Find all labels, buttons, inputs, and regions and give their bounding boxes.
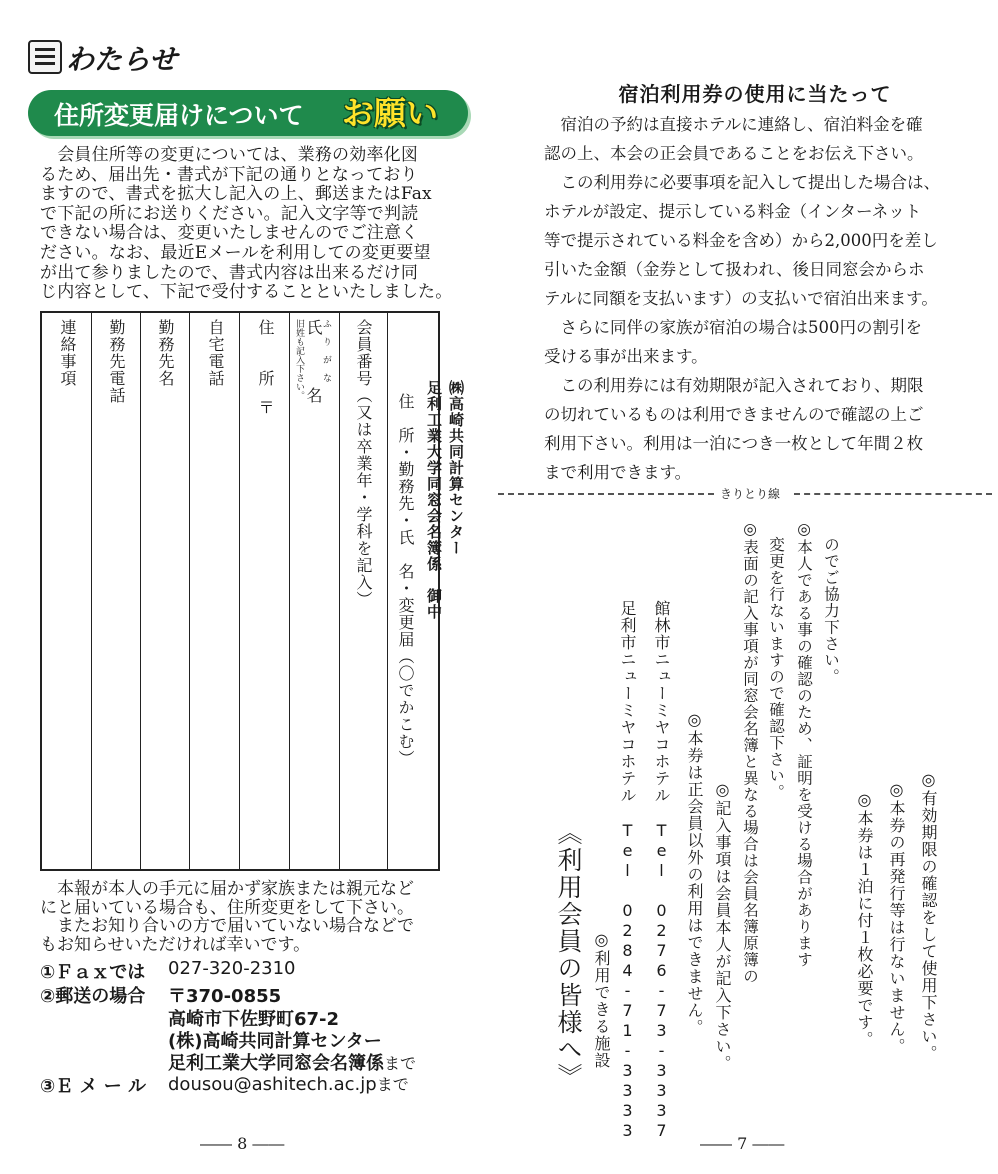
ticket-note: ◎有効期限の確認をして使用下さい。 bbox=[919, 770, 938, 1062]
ticket-note: ◎本券は正会員以外の利用はできません。 bbox=[685, 710, 704, 1036]
intro-line: じ内容として、下記で受付することといたしました。 bbox=[40, 282, 453, 303]
ticket-note: ◎本券は１泊に付１枚必要です。 bbox=[855, 790, 874, 1048]
intro-line: が出て参りましたので、書式内容は出来るだけ同 bbox=[40, 262, 419, 283]
form-divider bbox=[189, 313, 190, 869]
body-line: 等で提示されている料金を含め）から2,000円を差し bbox=[544, 231, 938, 250]
page-number-left: ―― 8 ―― bbox=[200, 1134, 285, 1153]
postal-mark: 〒 bbox=[256, 399, 275, 416]
followup-paragraph bbox=[40, 880, 464, 954]
facility-2: 館林市ニューミヤコホテル Tel 0276-73-3337 bbox=[652, 600, 671, 1141]
body-line: 引いた金額（金券として扱われ、後日同窓会からホ bbox=[544, 260, 925, 279]
fax-label: ①Ｆａｘでは bbox=[40, 962, 146, 983]
body-line: テルに同額を支払います）の支払いで宿泊出来ます。 bbox=[544, 289, 938, 308]
ticket-note: ◎記入事項は会員本人が記入下さい。 bbox=[713, 780, 732, 1072]
cut-line-dash bbox=[794, 493, 992, 495]
form-divider bbox=[239, 313, 240, 869]
intro-line: ますので、書式を拡大し記入の上、郵送またはFax bbox=[40, 184, 432, 205]
mail-address-line: 高崎市下佐野町67-2 bbox=[168, 1009, 340, 1030]
mail-address-line: (株)高崎共同計算センター bbox=[168, 1031, 382, 1052]
form-divider bbox=[289, 313, 290, 869]
intro-line: ださい。なお、最近Eメールを利用しての変更要望 bbox=[40, 242, 431, 263]
addressee-line-1: ㈱高崎共同計算センター bbox=[447, 380, 465, 556]
body-line: この利用券には有効期限が記入されており、期限 bbox=[544, 376, 924, 395]
cut-line-dash bbox=[498, 493, 714, 495]
name-label: 氏 名 bbox=[304, 319, 323, 404]
email-address[interactable]: dousou@ashitech.ac.jp bbox=[168, 1074, 377, 1095]
ticket-heading: 《利用会員の皆様へ》 bbox=[554, 820, 583, 1090]
postal-code: 〒370-0855 bbox=[168, 986, 282, 1007]
email-label: ③Ｅ メ ー ル bbox=[40, 1076, 147, 1097]
voucher-usage-body bbox=[544, 110, 964, 487]
mail-address-line: 足利工業大学同窓会名簿係 bbox=[168, 1053, 384, 1074]
form-divider bbox=[339, 313, 340, 869]
intro-line: 会員住所等の変更については、業務の効率化図 bbox=[40, 145, 419, 165]
intro-line: できない場合は、変更いたしませんのでご注意く bbox=[40, 223, 419, 244]
mail-suffix: まで bbox=[384, 1054, 417, 1073]
banner-emphasis-text: お願い bbox=[342, 94, 439, 132]
ticket-note: 変更を行ないますので確認下さい。 bbox=[767, 520, 785, 801]
cut-line bbox=[498, 484, 994, 504]
body-line: 認の上、本会の正会員であることをお伝え下さい。 bbox=[544, 144, 924, 163]
cut-line-label: きりとり線 bbox=[716, 485, 784, 502]
body-line: 宿泊の予約は直接ホテルに連絡し、宿泊料金を確 bbox=[544, 115, 923, 134]
home-phone-label: 自宅電話 bbox=[206, 319, 225, 387]
employer-phone-label: 勤務先電話 bbox=[107, 319, 126, 404]
intro-line: で下記の所にお送りください。記入文字等で判読 bbox=[40, 203, 419, 224]
newsletter-logo bbox=[28, 36, 188, 76]
contact-notes-label: 連絡事項 bbox=[58, 319, 77, 387]
logo-emblem-icon bbox=[28, 40, 62, 74]
followup-line: またお知り合いの方で届いていない場合などで bbox=[40, 916, 414, 937]
addressee-line-2: 足利工業大学同窓会名簿係 御中 bbox=[425, 380, 443, 620]
page-number-right: ―― 7 ―― bbox=[700, 1134, 785, 1153]
ticket-note: のでご協力下さい。 bbox=[822, 520, 840, 685]
followup-line: もお知らせいただければ幸いです。 bbox=[40, 934, 311, 955]
furigana-label: ふ り が な bbox=[321, 319, 331, 382]
facility-1: 足利市ニューミヤコホテル Tel 0284-71-3333 bbox=[618, 600, 637, 1141]
form-header: 住 所・勤務先・氏 名・変更届（〇でかこむ） bbox=[396, 393, 415, 767]
body-line: 受ける事が出来ます。 bbox=[544, 347, 708, 366]
address-change-form bbox=[40, 311, 440, 871]
ticket-note: ◎本券の再発行等は行ないません。 bbox=[887, 780, 906, 1055]
address-label: 住 所 bbox=[256, 319, 275, 387]
address-change-banner bbox=[28, 90, 468, 136]
mail-label: ②郵送の場合 bbox=[40, 986, 146, 1007]
body-line: まで利用できます。 bbox=[544, 463, 692, 482]
intro-paragraph bbox=[40, 146, 464, 303]
followup-line: にと届いている場合も、住所変更をして下さい。 bbox=[40, 897, 414, 918]
member-number-label: 会員番号（又は卒業年・学科を記入） bbox=[354, 319, 373, 608]
logo-text: わたらせ bbox=[66, 43, 178, 76]
banner-lead-text: 住所変更届けについて bbox=[54, 101, 304, 130]
intro-line: るため、届出先・書式が下記の通りとなっており bbox=[40, 164, 418, 185]
body-line: 利用下さい。利用は一泊につき一枚として年間２枚 bbox=[544, 434, 924, 453]
facilities-label: ◎利用できる施設 bbox=[592, 930, 611, 1069]
body-line: ホテルが設定、提示している料金（インターネット bbox=[544, 202, 922, 221]
voucher-usage-title: 宿泊利用券の使用に当たって bbox=[618, 82, 892, 106]
form-divider bbox=[387, 313, 388, 869]
ticket-note: ◎表面の記入事項が同窓会名簿と異なる場合は会員名簿原簿の bbox=[741, 520, 759, 985]
body-line: さらに同伴の家族が宿泊の場合は500円の割引を bbox=[544, 318, 922, 337]
form-divider bbox=[140, 313, 141, 869]
employer-label: 勤務先名 bbox=[156, 319, 175, 387]
followup-line: 本報が本人の手元に届かず家族または親元など bbox=[40, 879, 414, 899]
email-suffix: まで bbox=[376, 1075, 409, 1094]
ticket-note: ◎本人である事の確認のため、証明を受ける場合があります bbox=[795, 520, 813, 968]
fax-number: 027-320-2310 bbox=[168, 958, 296, 979]
name-note: 旧姓も記入下さい。 bbox=[294, 319, 304, 400]
form-divider bbox=[91, 313, 92, 869]
body-line: の切れているものは利用できませんので確認の上ご bbox=[544, 405, 924, 424]
body-line: この利用券に必要事項を記入して提出した場合は、 bbox=[544, 173, 940, 192]
